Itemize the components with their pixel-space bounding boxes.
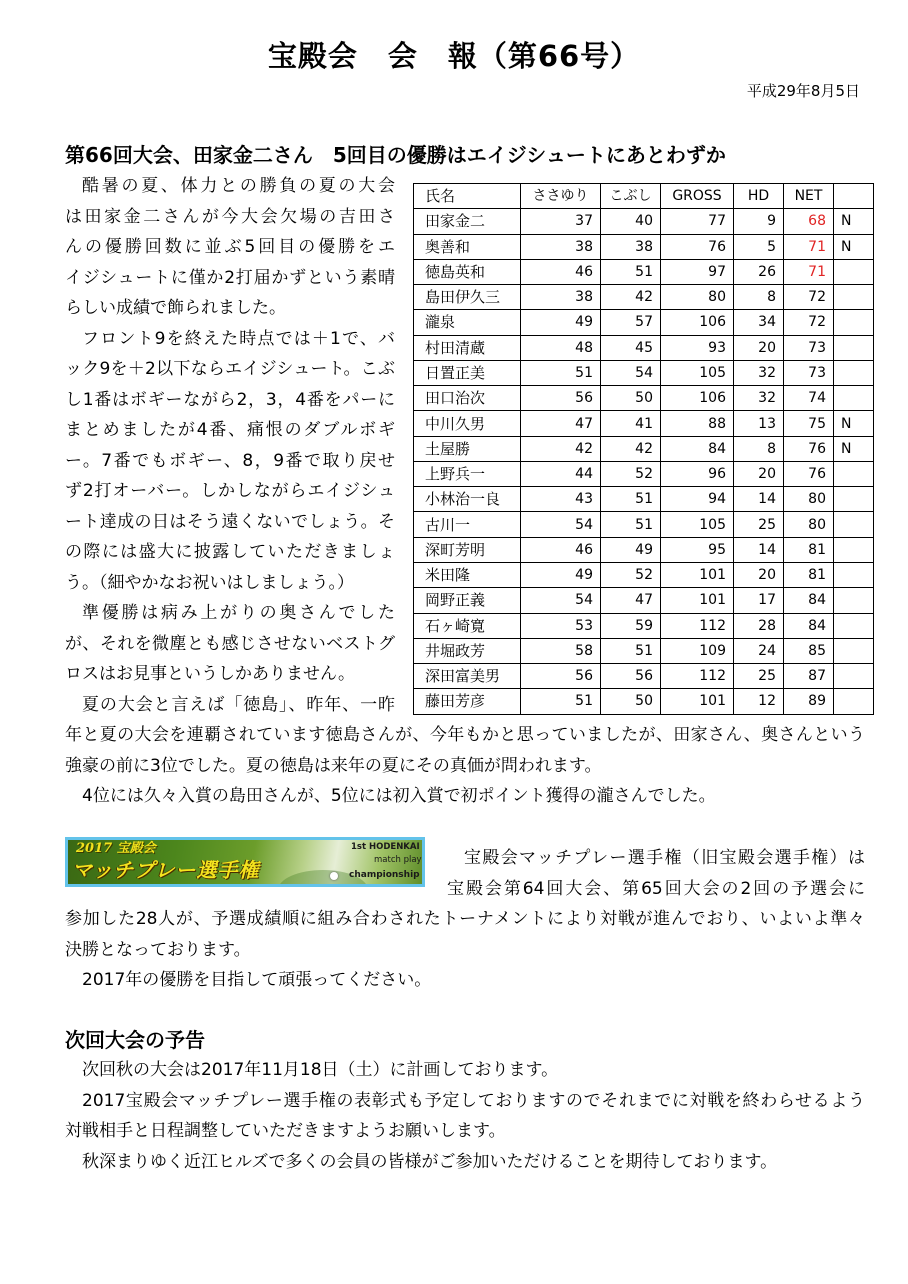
- column-header-mark: [834, 184, 874, 209]
- cell-gross: 112: [661, 613, 734, 638]
- cell-kobushi: 41: [601, 411, 661, 436]
- cell-mark: [834, 562, 874, 587]
- cell-name: 中川久男: [414, 411, 521, 436]
- cell-kobushi: 51: [601, 487, 661, 512]
- article-line: ロスはお見事というしかありません。: [65, 664, 356, 684]
- cell-net: 85: [784, 638, 834, 663]
- cell-net: 72: [784, 310, 834, 335]
- cell-mark: N: [834, 209, 874, 234]
- cell-hd: 25: [734, 664, 784, 689]
- matchplay-line: 参加した28人が、予選成績順に組み合わされたトーナメントにより対戦が進んでおり、いよいよ準々: [65, 909, 865, 929]
- cell-sasayuri: 53: [521, 613, 601, 638]
- cell-name: 島田伊久三: [414, 285, 521, 310]
- cell-mark: [834, 588, 874, 613]
- table-row: [414, 461, 874, 486]
- cell-hd: 13: [734, 411, 784, 436]
- cell-name: 小林治一良: [414, 487, 521, 512]
- cell-kobushi: 51: [601, 512, 661, 537]
- cell-name: 米田隆: [414, 562, 521, 587]
- article-line: 強豪の前に3位でした。夏の徳島は来年の夏にその真価が問われます。: [65, 755, 602, 776]
- article-line: は田家金二さんが今大会欠場の吉田さ: [65, 206, 395, 227]
- cell-gross: 94: [661, 487, 734, 512]
- table-row: [414, 537, 874, 562]
- cell-mark: N: [834, 436, 874, 461]
- matchplay-line: 2017年の優勝を目指して頑張ってください。: [82, 970, 432, 990]
- cell-kobushi: 59: [601, 613, 661, 638]
- cell-name: 上野兵一: [414, 461, 521, 486]
- cell-hd: 20: [734, 461, 784, 486]
- cell-net: 71: [784, 234, 834, 259]
- cell-kobushi: 56: [601, 664, 661, 689]
- cell-hd: 17: [734, 588, 784, 613]
- cell-net: 76: [784, 436, 834, 461]
- cell-net: 84: [784, 588, 834, 613]
- cell-sasayuri: 37: [521, 209, 601, 234]
- cell-gross: 112: [661, 664, 734, 689]
- article-line: 4位には久々入賞の島田さんが、5位には初入賞で初ポイント獲得の瀧さんでした。: [82, 786, 716, 806]
- cell-mark: [834, 487, 874, 512]
- cell-hd: 20: [734, 335, 784, 360]
- cell-name: 日置正美: [414, 360, 521, 385]
- cell-name: 田口治次: [414, 386, 521, 411]
- table-row: [414, 689, 874, 714]
- next-meeting-line: 次回秋の大会は2017年11月18日（土）に計画しております。: [82, 1060, 559, 1080]
- cell-kobushi: 50: [601, 689, 661, 714]
- banner-title-text: マッチプレー選手権: [72, 858, 260, 882]
- column-header-gross: GROSS: [661, 184, 734, 209]
- cell-gross: 95: [661, 537, 734, 562]
- article-line: んの優勝回数に並ぶ5回目の優勝をエ: [65, 237, 395, 257]
- table-row: [414, 209, 874, 234]
- cell-mark: [834, 310, 874, 335]
- column-header-hd: HD: [734, 184, 784, 209]
- article-line: らしい成績で飾られました。: [65, 298, 286, 318]
- cell-hd: 34: [734, 310, 784, 335]
- article-line: 準優勝は病み上がりの奥さんでした: [82, 603, 395, 623]
- cell-mark: [834, 689, 874, 714]
- cell-gross: 93: [661, 335, 734, 360]
- cell-net: 81: [784, 537, 834, 562]
- next-meeting-line: 秋深まりゆく近江ヒルズで多くの会員の皆様がご参加いただけることを期待しております。: [82, 1151, 778, 1172]
- cell-gross: 97: [661, 259, 734, 284]
- article-line: し1番はボギーながら2，3，4番をパーに: [65, 389, 395, 410]
- column-header-sasayuri: ささゆり: [521, 184, 601, 209]
- article-line: 酷暑の夏、体力との勝負の夏の大会: [82, 176, 395, 196]
- cell-kobushi: 57: [601, 310, 661, 335]
- cell-gross: 101: [661, 562, 734, 587]
- cell-sasayuri: 38: [521, 285, 601, 310]
- cell-gross: 106: [661, 386, 734, 411]
- cell-hd: 14: [734, 487, 784, 512]
- matchplay-line: 宝殿会第64回大会、第65回大会の2回の予選会に: [447, 878, 865, 899]
- cell-hd: 26: [734, 259, 784, 284]
- cell-sasayuri: 44: [521, 461, 601, 486]
- table-row: [414, 588, 874, 613]
- cell-net: 73: [784, 335, 834, 360]
- cell-name: 藤田芳彦: [414, 689, 521, 714]
- cell-gross: 96: [661, 461, 734, 486]
- cell-sasayuri: 42: [521, 436, 601, 461]
- cell-sasayuri: 51: [521, 689, 601, 714]
- cell-gross: 76: [661, 234, 734, 259]
- cell-mark: [834, 360, 874, 385]
- cell-gross: 84: [661, 436, 734, 461]
- cell-sasayuri: 56: [521, 664, 601, 689]
- matchplay-body: [65, 843, 865, 996]
- results-table-header: [414, 184, 874, 209]
- cell-hd: 20: [734, 562, 784, 587]
- header-row: [414, 184, 874, 209]
- table-row: [414, 664, 874, 689]
- cell-net: 74: [784, 386, 834, 411]
- column-header-net: NET: [784, 184, 834, 209]
- cell-net: 72: [784, 285, 834, 310]
- cell-mark: [834, 285, 874, 310]
- cell-name: 徳島英和: [414, 259, 521, 284]
- cell-mark: [834, 638, 874, 663]
- cell-gross: 101: [661, 689, 734, 714]
- banner-year-text: 2017 宝殿会: [76, 841, 156, 856]
- table-row: [414, 638, 874, 663]
- cell-kobushi: 38: [601, 234, 661, 259]
- cell-sasayuri: 49: [521, 310, 601, 335]
- article-line: フロント9を終えた時点では＋1で、バ: [82, 328, 395, 349]
- column-header-name: 氏名: [414, 184, 521, 209]
- cell-name: 岡野正義: [414, 588, 521, 613]
- cell-kobushi: 51: [601, 638, 661, 663]
- table-row: [414, 512, 874, 537]
- table-row: [414, 335, 874, 360]
- cell-kobushi: 42: [601, 436, 661, 461]
- cell-net: 73: [784, 360, 834, 385]
- cell-sasayuri: 46: [521, 537, 601, 562]
- cell-kobushi: 49: [601, 537, 661, 562]
- cell-gross: 105: [661, 512, 734, 537]
- table-row: [414, 613, 874, 638]
- cell-name: 土屋勝: [414, 436, 521, 461]
- cell-kobushi: 52: [601, 461, 661, 486]
- cell-sasayuri: 54: [521, 588, 601, 613]
- cell-sasayuri: 49: [521, 562, 601, 587]
- article-line: イジシュートに僅か2打届かずという素晴: [65, 267, 395, 288]
- issue-date: 平成29年8月5日: [746, 82, 860, 100]
- cell-name: 石ヶ崎寛: [414, 613, 521, 638]
- cell-sasayuri: 43: [521, 487, 601, 512]
- cell-sasayuri: 38: [521, 234, 601, 259]
- next-meeting-line: 対戦相手と日程調整していただきますようお願いします。: [65, 1121, 506, 1141]
- article-line: の際には盛大に披露していただきましょ: [65, 542, 395, 562]
- cell-sasayuri: 54: [521, 512, 601, 537]
- cell-sasayuri: 47: [521, 411, 601, 436]
- banner-subtitle-text: match play: [374, 855, 422, 865]
- article-line: ート達成の日はそう遠くないでしょう。そ: [65, 511, 395, 532]
- cell-sasayuri: 56: [521, 386, 601, 411]
- cell-mark: [834, 335, 874, 360]
- article-line: ず2打オーバー。しかしながらエイジシュ: [65, 481, 395, 501]
- next-meeting-heading: 次回大会の予告: [65, 1028, 205, 1052]
- cell-name: 深田富美男: [414, 664, 521, 689]
- cell-mark: [834, 386, 874, 411]
- cell-net: 89: [784, 689, 834, 714]
- cell-net: 71: [784, 259, 834, 284]
- cell-kobushi: 51: [601, 259, 661, 284]
- cell-mark: [834, 259, 874, 284]
- table-row: [414, 310, 874, 335]
- table-row: [414, 360, 874, 385]
- cell-hd: 32: [734, 386, 784, 411]
- column-header-kobushi: こぶし: [601, 184, 661, 209]
- cell-gross: 105: [661, 360, 734, 385]
- cell-hd: 14: [734, 537, 784, 562]
- cell-mark: [834, 664, 874, 689]
- cell-sasayuri: 58: [521, 638, 601, 663]
- next-meeting-body: [65, 1055, 865, 1177]
- cell-mark: [834, 537, 874, 562]
- cell-gross: 80: [661, 285, 734, 310]
- table-row: [414, 487, 874, 512]
- cell-mark: N: [834, 411, 874, 436]
- cell-mark: [834, 461, 874, 486]
- cell-name: 村田清蔵: [414, 335, 521, 360]
- table-row: [414, 411, 874, 436]
- cell-kobushi: 40: [601, 209, 661, 234]
- cell-kobushi: 47: [601, 588, 661, 613]
- cell-net: 75: [784, 411, 834, 436]
- cell-gross: 88: [661, 411, 734, 436]
- article-line: ック9を＋2以下ならエイジシュート。こぶ: [65, 359, 395, 379]
- cell-hd: 32: [734, 360, 784, 385]
- cell-hd: 12: [734, 689, 784, 714]
- newsletter-title: 宝殿会 会 報（第66号）: [267, 39, 641, 73]
- cell-name: 奥善和: [414, 234, 521, 259]
- article-heading: 第66回大会、田家金二さん 5回目の優勝はエイジシュートにあとわずか: [65, 143, 726, 167]
- next-meeting-line: 2017宝殿会マッチプレー選手権の表彰式も予定しておりますのでそれまでに対戦を終わらせるよう: [82, 1090, 865, 1111]
- cell-name: 田家金二: [414, 209, 521, 234]
- cell-mark: [834, 512, 874, 537]
- cell-net: 76: [784, 461, 834, 486]
- article-line: 年と夏の大会を連覇されています徳島さんが、今年もかと思っていましたが、田家さん、奥さんという: [65, 725, 865, 745]
- cell-name: 井堀政芳: [414, 638, 521, 663]
- cell-net: 68: [784, 209, 834, 234]
- article-line: まとめましたが4番、痛恨のダブルボギ: [65, 420, 395, 440]
- cell-sasayuri: 51: [521, 360, 601, 385]
- matchplay-line: 宝殿会マッチプレー選手権（旧宝殿会選手権）は: [464, 848, 865, 868]
- cell-mark: [834, 613, 874, 638]
- cell-name: 瀧泉: [414, 310, 521, 335]
- cell-gross: 101: [661, 588, 734, 613]
- table-row: [414, 285, 874, 310]
- results-table-body: [414, 209, 874, 714]
- cell-kobushi: 52: [601, 562, 661, 587]
- cell-name: 古川一: [414, 512, 521, 537]
- table-row: [414, 234, 874, 259]
- cell-net: 80: [784, 487, 834, 512]
- article-line: 夏の大会と言えば「徳島」、昨年、一昨: [82, 694, 395, 715]
- cell-kobushi: 42: [601, 285, 661, 310]
- table-row: [414, 436, 874, 461]
- banner-edition-text: 1st HODENKAI: [351, 842, 420, 852]
- cell-name: 深町芳明: [414, 537, 521, 562]
- cell-sasayuri: 48: [521, 335, 601, 360]
- table-row: [414, 259, 874, 284]
- table-row: [414, 386, 874, 411]
- cell-net: 84: [784, 613, 834, 638]
- cell-hd: 25: [734, 512, 784, 537]
- cell-gross: 77: [661, 209, 734, 234]
- cell-gross: 106: [661, 310, 734, 335]
- cell-net: 80: [784, 512, 834, 537]
- cell-mark: N: [834, 234, 874, 259]
- article-line: う。（細やかなお祝いはしましょう。）: [65, 572, 354, 593]
- banner-championship-text: championship: [349, 870, 420, 880]
- cell-hd: 8: [734, 285, 784, 310]
- cell-hd: 28: [734, 613, 784, 638]
- cell-hd: 8: [734, 436, 784, 461]
- cell-hd: 5: [734, 234, 784, 259]
- table-row: [414, 562, 874, 587]
- cell-net: 81: [784, 562, 834, 587]
- cell-hd: 9: [734, 209, 784, 234]
- article-line: ー。7番でもボギー、8，9番で取り戻せ: [65, 450, 395, 471]
- cell-hd: 24: [734, 638, 784, 663]
- cell-kobushi: 45: [601, 335, 661, 360]
- results-table: [413, 183, 874, 715]
- cell-kobushi: 50: [601, 386, 661, 411]
- cell-gross: 109: [661, 638, 734, 663]
- cell-kobushi: 54: [601, 360, 661, 385]
- matchplay-line: 決勝となっております。: [65, 939, 251, 960]
- article-line: が、それを微塵とも感じさせないベストグ: [65, 633, 395, 654]
- cell-net: 87: [784, 664, 834, 689]
- cell-sasayuri: 46: [521, 259, 601, 284]
